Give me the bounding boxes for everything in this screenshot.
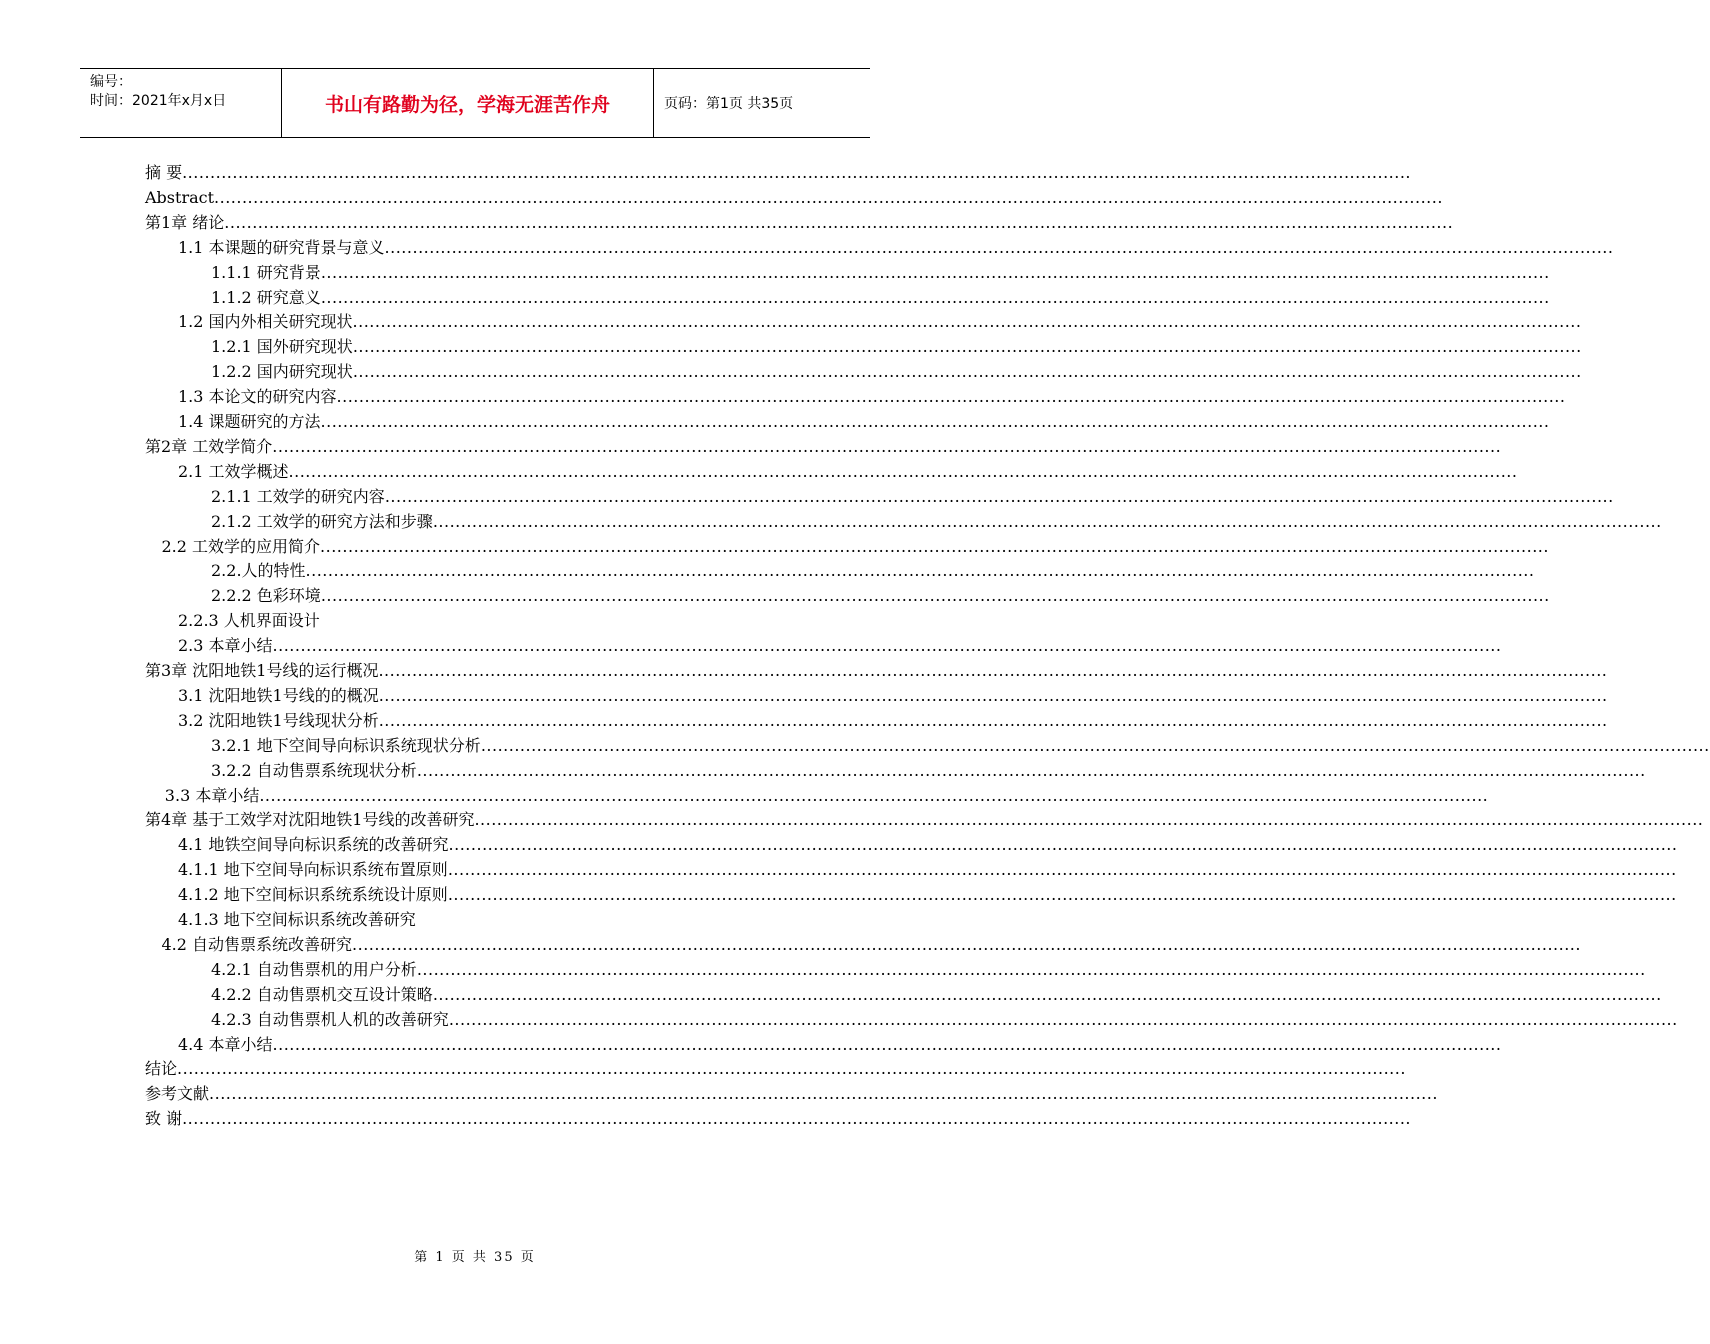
toc-entry-title: 4.2.1 自动售票机的用户分析 — [211, 959, 417, 979]
header-meta — [80, 69, 282, 137]
toc-entry-title: 1.1 本课题的研究背景与意义 — [178, 237, 385, 257]
toc-entry[interactable] — [178, 608, 320, 633]
toc-dot-leader: ............................................................................................................................................................................................................................ — [416, 959, 1646, 979]
toc-dot-leader: ............................................................................................................................................................................................................................ — [320, 287, 1550, 307]
toc-entry-title: 2.1.1 工效学的研究内容 — [211, 486, 385, 506]
toc-dot-leader: ............................................................................................................................................................................................................................ — [448, 835, 1678, 855]
toc-dot-leader: ............................................................................................................................................................................................................................ — [352, 934, 1581, 954]
toc-entry-title: 1.2.1 国外研究现状 — [211, 337, 353, 357]
toc-entry[interactable] — [211, 484, 1614, 509]
toc-entry[interactable] — [161, 932, 1581, 957]
toc-entry[interactable] — [178, 683, 1608, 708]
toc-entry-title: 2.2 工效学的应用简介 — [161, 536, 321, 556]
toc-entry[interactable] — [178, 459, 1518, 484]
toc-dot-leader: ............................................................................................................................................................................................................................ — [416, 760, 1646, 780]
toc-entry[interactable] — [145, 658, 1608, 683]
toc-dot-leader: ............................................................................................................................................................................................................................ — [214, 187, 1443, 207]
toc-dot-leader: ............................................................................................................................................................................................................................ — [177, 1059, 1406, 1079]
document-number: 编号： — [90, 74, 132, 90]
toc-entry[interactable] — [145, 185, 1443, 210]
toc-entry-title: 第1章 绪论 — [145, 212, 225, 232]
toc-dot-leader: ............................................................................................................................................................................................................................ — [352, 362, 1582, 382]
toc-entry-title: 2.2.人的特性 — [211, 561, 306, 581]
toc-entry[interactable] — [178, 1032, 1502, 1057]
toc-dot-leader: ............................................................................................................................................................................................................................ — [272, 436, 1502, 456]
toc-entry[interactable] — [145, 1056, 1406, 1081]
page-footer: 第 1 页 共 35 页 — [414, 1250, 536, 1265]
toc-entry-title: 1.1.2 研究意义 — [211, 287, 321, 307]
toc-entry-title: 4.4 本章小结 — [178, 1034, 273, 1054]
toc-entry-title: 2.1.2 工效学的研究方法和步骤 — [211, 511, 433, 531]
toc-entry[interactable] — [178, 235, 1614, 260]
toc-dot-leader: ............................................................................................................................................................................................................................ — [378, 661, 1608, 680]
toc-entry[interactable] — [211, 733, 1710, 758]
toc-entry[interactable] — [211, 285, 1550, 310]
toc-dot-leader: ............................................................................................................................................................................................................................ — [320, 586, 1550, 606]
toc-entry[interactable] — [145, 1106, 1411, 1131]
toc-entry-title: 2.2.3 人机界面设计 — [178, 611, 320, 631]
toc-entry[interactable] — [161, 534, 1549, 559]
toc-dot-leader: ............................................................................................................................................................................................................................ — [448, 1009, 1678, 1029]
toc-entry-title: 致 谢 — [145, 1109, 183, 1129]
document-date: 时间：2021年x月x日 — [90, 93, 227, 109]
toc-entry-title: 2.2.2 色彩环境 — [211, 586, 321, 606]
toc-dot-leader: ............................................................................................................................................................................................................................ — [224, 212, 1454, 232]
toc-entry-title: 4.2.2 自动售票机交互设计策略 — [211, 984, 433, 1004]
toc-entry-title: Abstract — [145, 187, 215, 207]
toc-entry-title: 3.1 沈阳地铁1号线的的概况 — [178, 685, 379, 705]
toc-entry-title: 4.1.1 地下空间导向标识系统布置原则 — [178, 860, 448, 880]
toc-dot-leader: ............................................................................................................................................................................................................................ — [447, 885, 1677, 905]
toc-entry[interactable] — [211, 1007, 1678, 1032]
toc-entry-title: 1.2 国内外相关研究现状 — [178, 312, 353, 332]
toc-dot-leader: ............................................................................................................................................................................................................................ — [378, 710, 1608, 730]
toc-entry-title: 第4章 基于工效学对沈阳地铁1号线的改善研究 — [145, 810, 475, 830]
toc-entry[interactable] — [178, 907, 416, 932]
toc-dot-leader: ............................................................................................................................................................................................................................ — [474, 810, 1704, 830]
toc-dot-leader: ............................................................................................................................................................................................................................ — [336, 387, 1566, 407]
toc-entry-title: 3.2.2 自动售票系统现状分析 — [211, 760, 417, 780]
header-page-info: 页码：第1页 共35页 — [664, 96, 794, 112]
toc-entry[interactable] — [178, 409, 1550, 434]
toc-entry[interactable] — [211, 509, 1662, 534]
toc-dot-leader: ............................................................................................................................................................................................................................ — [288, 461, 1518, 481]
toc-entry[interactable] — [211, 758, 1646, 783]
toc-entry[interactable] — [178, 882, 1677, 907]
toc-entry-title: 结论 — [145, 1059, 178, 1079]
header-motto: 书山有路勤为径，学海无涯苦作舟 — [282, 69, 654, 137]
toc-entry[interactable] — [178, 832, 1678, 857]
toc-entry-title: 4.1 地铁空间导向标识系统的改善研究 — [178, 835, 449, 855]
toc-entry[interactable] — [211, 359, 1582, 384]
toc-entry[interactable] — [178, 633, 1502, 658]
toc-entry-title: 2.1 工效学概述 — [178, 461, 289, 481]
toc-entry-title: 参考文献 — [145, 1084, 210, 1104]
toc-entry[interactable] — [178, 384, 1566, 409]
toc-entry-title: 3.3 本章小结 — [164, 785, 260, 805]
toc-dot-leader: ............................................................................................................................................................................................................................ — [352, 337, 1582, 357]
toc-dot-leader: ............................................................................................................................................................................................................................ — [272, 636, 1502, 656]
toc-entry[interactable] — [145, 1081, 1438, 1106]
toc-entry[interactable] — [178, 309, 1582, 334]
toc-entry-title: 4.1.2 地下空间标识系统系统设计原则 — [178, 885, 448, 905]
toc-entry[interactable] — [211, 260, 1550, 285]
toc-dot-leader: ............................................................................................................................................................................................................................ — [320, 412, 1550, 431]
toc-entry-title: 4.1.3 地下空间标识系统改善研究 — [178, 910, 416, 929]
toc-entry-title: 4.2 自动售票系统改善研究 — [161, 934, 353, 954]
toc-entry-title: 1.4 课题研究的方法 — [178, 412, 321, 431]
toc-entry-title: 摘 要 — [145, 163, 183, 182]
toc-entry[interactable] — [211, 558, 1535, 583]
toc-dot-leader: ............................................................................................................................................................................................................................ — [480, 735, 1710, 755]
toc-entry-title: 3.2 沈阳地铁1号线现状分析 — [178, 710, 379, 730]
toc-entry[interactable] — [211, 334, 1582, 359]
page-header — [80, 68, 870, 138]
toc-entry-title: 第2章 工效学简介 — [145, 436, 273, 456]
toc-entry[interactable] — [145, 210, 1454, 235]
toc-entry[interactable] — [178, 708, 1608, 733]
toc-entry[interactable] — [178, 857, 1677, 882]
toc-dot-leader: ............................................................................................................................................................................................................................ — [320, 262, 1550, 282]
toc-dot-leader: ............................................................................................................................................................................................................................ — [384, 237, 1614, 257]
toc-dot-leader: ............................................................................................................................................................................................................................ — [378, 685, 1608, 705]
toc-entry[interactable] — [145, 160, 1411, 185]
toc-entry-title: 1.1.1 研究背景 — [211, 262, 321, 282]
toc-dot-leader: ............................................................................................................................................................................................................................ — [384, 486, 1614, 506]
toc-entry-title: 2.3 本章小结 — [178, 636, 273, 656]
toc-entry-title: 3.2.1 地下空间导向标识系统现状分析 — [211, 735, 481, 755]
toc-entry[interactable] — [211, 583, 1550, 608]
toc-dot-leader: ............................................................................................................................................................................................................................ — [182, 1109, 1411, 1129]
toc-entry-title: 1.2.2 国内研究现状 — [211, 362, 353, 382]
toc-dot-leader: ............................................................................................................................................................................................................................ — [259, 785, 1489, 805]
toc-entry-title: 4.2.3 自动售票机人机的改善研究 — [211, 1009, 449, 1029]
toc-entry[interactable] — [145, 807, 1704, 832]
toc-dot-leader: ............................................................................................................................................................................................................................ — [447, 860, 1677, 880]
toc-entry[interactable] — [211, 982, 1662, 1007]
toc-entry-title: 1.3 本论文的研究内容 — [178, 387, 337, 407]
toc-entry[interactable] — [145, 434, 1502, 459]
toc-dot-leader: ............................................................................................................................................................................................................................ — [432, 984, 1662, 1004]
toc-dot-leader: ............................................................................................................................................................................................................................ — [432, 511, 1662, 531]
toc-entry[interactable] — [164, 783, 1489, 808]
toc-dot-leader: ............................................................................................................................................................................................................................ — [305, 561, 1535, 581]
toc-entry-title: 第3章 沈阳地铁1号线的运行概况 — [145, 661, 379, 680]
toc-dot-leader: ............................................................................................................................................................................................................................ — [272, 1034, 1502, 1054]
toc-dot-leader: ............................................................................................................................................................................................................................ — [320, 536, 1549, 556]
toc-entry[interactable] — [211, 957, 1646, 982]
toc-dot-leader: ............................................................................................................................................................................................................................ — [352, 312, 1582, 332]
toc-dot-leader: ............................................................................................................................................................................................................................ — [182, 163, 1411, 182]
toc-dot-leader: ............................................................................................................................................................................................................................ — [209, 1084, 1438, 1104]
